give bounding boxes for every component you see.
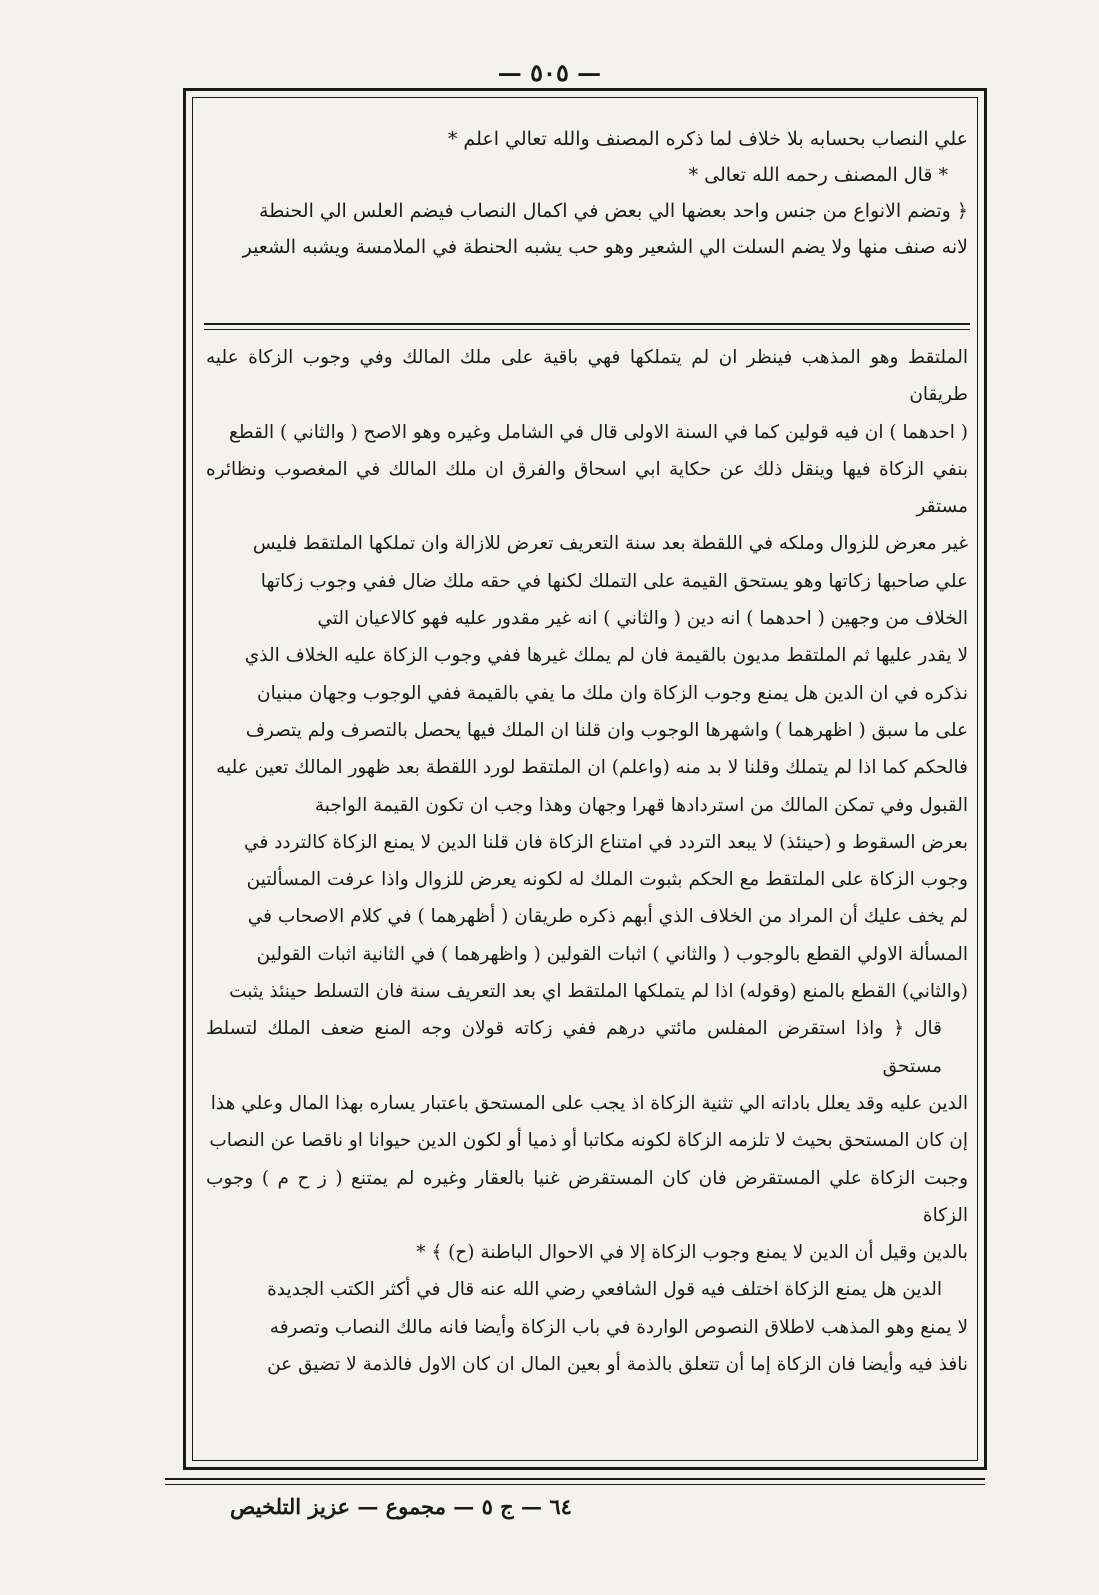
section-divider xyxy=(204,323,970,325)
text-line: الدين عليه وقد يعلل باداته الي تثنية الزكاة اذ يجب على المستحق باعتبار يساره بهذا المال وعلي هذا xyxy=(210,1092,968,1114)
text-line: ﴿ وتضم الانواع من جنس واحد بعضها الي بعض في اكمال النصاب فيضم العلس الي الحنطة xyxy=(259,200,968,222)
text-line: وجبت الزكاة علي المستقرض فان كان المستقرض غنيا بالعقار وغيره لم يمتنع ( ز ح م ) وجوب الزكاة xyxy=(206,1167,968,1226)
top-section xyxy=(206,121,968,265)
text-line: لا يقدر عليها ثم الملتقط مديون بالقيمة فان لم يملك غيرها ففي وجوب الزكاة عليه الخلاف الذي xyxy=(244,645,968,667)
text-line: نافذ فيه وأيضا فان الزكاة إما أن تتعلق بالذمة أو بعين المال ان كان الاول فالذمة لا تضيق عن xyxy=(267,1354,968,1376)
text-line: لانه صنف منها ولا يضم السلت الي الشعير وهو حب يشبه الحنطة في الملامسة ويشبه الشعير xyxy=(242,236,968,258)
text-line: ( احدهما ) ان فيه قولين كما في السنة الاولى قال في الشامل وغيره وهو الاصح ( والثاني ) القطع xyxy=(229,421,968,443)
text-line: بالدين وقيل أن الدين لا يمنع وجوب الزكاة إلا في الاحوال الباطنة (ح) ﴾ * xyxy=(416,1242,968,1264)
text-line: نذكره في ان الدين هل يمنع وجوب الزكاة وان ملك ما يفي بالقيمة ففي الوجوب وجهان مبنيان xyxy=(257,682,968,704)
section-divider-thin xyxy=(204,329,970,330)
footer-rule xyxy=(165,1478,985,1480)
footer-signature: ٦٤ — ج ٥ — مجموع — عزيز التلخيص xyxy=(230,1494,572,1519)
text-line: قال ﴿ واذا استقرض المفلس مائتي درهم ففي زكاته قولان وجه المنع ضعف الملك لتسلط مستحق xyxy=(206,1018,942,1077)
text-line: علي النصاب بحسابه بلا خلاف لما ذكره المصنف والله تعالي اعلم * xyxy=(447,128,968,150)
text-line: (والثاني) القطع بالمنع (وقوله) اذا لم يتملكها الملتقط اي بعد التعريف سنة فان التسلط حينئذ يثبت xyxy=(229,981,968,1003)
text-line: الخلاف من وجهين ( احدهما ) انه دين ( والثاني ) انه غير مقدور عليه فهو كالاعيان التي xyxy=(317,608,968,630)
text-line: لا يمنع وهو المذهب لاطلاق النصوص الواردة في باب الزكاة وأيضا فانه مالك النصاب وتصرفه xyxy=(269,1316,968,1338)
text-line: * قال المصنف رحمه الله تعالى * xyxy=(688,164,948,186)
text-line: إن كان المستحق بحيث لا تلزمه الزكاة لكونه مكاتبا أو ذميا أو لكون الدين حيوانا او ناقصا عن النصاب xyxy=(209,1130,968,1152)
page-frame xyxy=(183,88,987,1470)
text-line: بعرض السقوط و (حينئذ) لا يبعد التردد في امتناع الزكاة فان قلنا الدين لا يمنع الزكاة كالتردد في xyxy=(244,831,968,853)
text-line: فالحكم كما اذا لم يتملك وقلنا لا بد منه (واعلم) ان الملتقط لورد اللقطة بعد ظهور المالك تعين عليه xyxy=(216,757,968,779)
text-line: وجوب الزكاة على الملتقط مع الحكم بثبوت الملك له لكونه يعرض للزوال واذا عرفت المسألتين xyxy=(246,869,968,891)
footer-rule-thin xyxy=(165,1484,985,1485)
text-line: علي صاحبها زكاتها وهو يستحق القيمة على التملك لكنها في حقه ملك ضال ففي وجوب زكاتها xyxy=(260,570,968,592)
bottom-section xyxy=(206,339,968,1383)
text-line: غير معرض للزوال وملكه في اللقطة بعد سنة التعريف تعرض للازالة وان تملكها الملتقط فليس xyxy=(252,533,968,555)
text-line: بنفي الزكاة فيها وينقل ذلك عن حكاية ابي اسحاق والفرق ان ملك المالك في المغصوب ونظائره مستقر xyxy=(206,458,968,518)
page-number: — ٥٠٥ — xyxy=(497,58,602,87)
text-line: المسألة الاولي القطع بالوجوب ( والثاني ) اثبات القولين ( واظهرهما ) في الثانية اثبات القولين xyxy=(256,943,968,965)
text-line: الملتقط وهو المذهب فينظر ان لم يتملكها فهي باقية على ملك المالك وفي وجوب الزكاة عليه طريقان xyxy=(206,347,968,406)
text-line: لم يخف عليك أن المراد من الخلاف الذي أبهم ذكره طريقان ( أظهرهما ) في كلام الاصحاب في xyxy=(247,906,968,928)
text-line: على ما سبق ( اظهرهما ) واشهرها الوجوب وان قلنا ان الملك فيها يحصل بالتصرف ولم يتصرف xyxy=(245,719,968,741)
text-line: الدين هل يمنع الزكاة اختلف فيه قول الشافعي رضي الله عنه قال في أكثر الكتب الجديدة xyxy=(267,1279,942,1301)
text-line: القبول وفي تمكن المالك من استردادها قهرا وجهان وهذا وجب ان تكون القيمة الواجبة xyxy=(314,794,968,816)
